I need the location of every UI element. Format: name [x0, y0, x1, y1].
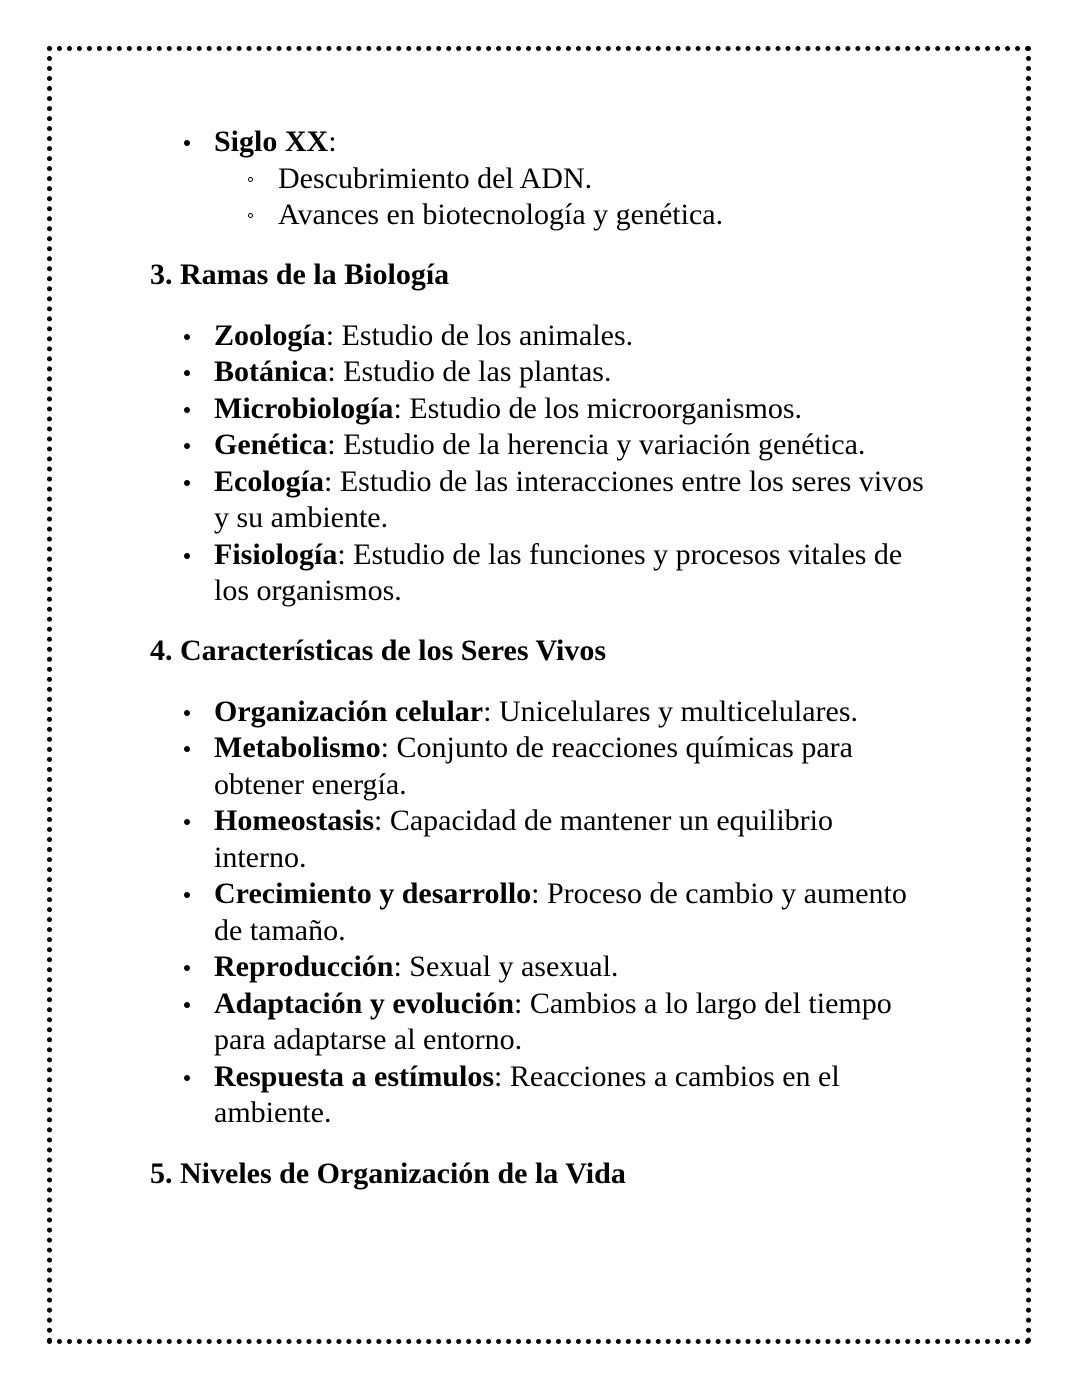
- sub-list: [214, 161, 930, 233]
- item-description: : Reacciones a cambios en el ambiente.: [214, 1059, 840, 1129]
- item-term: Organización celular: [214, 694, 484, 728]
- list-item: [150, 730, 930, 803]
- ramas-list: [150, 318, 930, 610]
- list-item: [150, 949, 930, 986]
- item-description: : Capacidad de mantener un equilibrio interno.: [214, 804, 834, 874]
- item-term: Respuesta a estímulos: [214, 1059, 495, 1093]
- list-item: [150, 391, 930, 428]
- item-term: Fisiología: [214, 537, 338, 571]
- item-description: : Estudio de las plantas.: [327, 355, 612, 388]
- list-item: [150, 1059, 930, 1132]
- list-item: [150, 803, 930, 876]
- item-term: Reproducción: [214, 950, 394, 983]
- item-description: : Proceso de cambio y aumento de tamaño.: [214, 877, 907, 947]
- list-item: [150, 876, 930, 949]
- item-description: : Conjunto de reacciones químicas para obtener energía.: [214, 731, 853, 801]
- item-description: : Sexual y asexual.: [393, 950, 619, 983]
- item-separator: :: [328, 125, 337, 158]
- item-description: : Estudio de las interacciones entre los seres vivos y su ambiente.: [214, 464, 924, 534]
- siglo-xx-list: [150, 124, 930, 233]
- item-term: Crecimiento y desarrollo: [214, 877, 532, 910]
- section-heading-ramas: 3. Ramas de la Biología: [150, 257, 450, 291]
- list-item: [150, 318, 930, 355]
- item-term: Siglo XX: [214, 125, 329, 158]
- item-description: : Estudio de las funciones y procesos vitales de los organismos.: [214, 537, 903, 607]
- list-item: [150, 427, 930, 464]
- list-item: [150, 537, 930, 610]
- caracteristicas-list: [150, 694, 930, 1132]
- sub-list-item: Avances en biotecnología y genética.: [214, 197, 930, 233]
- document-content: [150, 124, 930, 1192]
- item-term: Microbiología: [214, 391, 394, 425]
- list-item: [150, 986, 930, 1059]
- list-item: [150, 124, 930, 233]
- item-term: Zoología: [214, 318, 326, 352]
- item-term: Homeostasis: [214, 804, 374, 837]
- sub-list-item: Descubrimiento del ADN.: [214, 161, 930, 197]
- item-term: Botánica: [214, 355, 328, 388]
- item-term: Genética: [214, 428, 328, 461]
- item-term: Ecología: [214, 464, 324, 498]
- item-term: Adaptación y evolución: [214, 986, 515, 1020]
- item-description: : Cambios a lo largo del tiempo para adaptarse al entorno.: [214, 986, 892, 1056]
- item-term: Metabolismo: [214, 731, 381, 764]
- section-heading-caracteristicas: 4. Características de los Seres Vivos: [150, 633, 607, 667]
- item-description: : Estudio de la herencia y variación genética.: [327, 428, 866, 461]
- list-item: [150, 354, 930, 391]
- section-heading-niveles: 5. Niveles de Organización de la Vida: [150, 1156, 626, 1190]
- item-description: : Estudio de los microorganismos.: [393, 391, 803, 425]
- list-item: [150, 464, 930, 537]
- list-item: [150, 694, 930, 731]
- item-description: : Estudio de los animales.: [325, 318, 634, 352]
- item-description: : Unicelulares y multicelulares.: [483, 694, 858, 728]
